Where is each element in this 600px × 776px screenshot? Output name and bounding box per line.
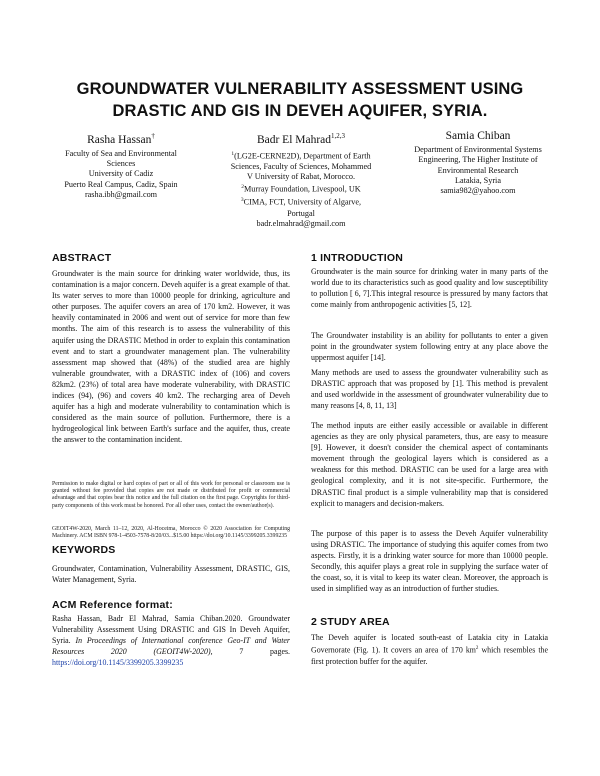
acm-reference-heading: ACM Reference format: xyxy=(52,599,173,611)
title-line-2: DRASTIC AND GIS IN DEVEH AQUIFER, SYRIA. xyxy=(112,102,488,120)
author-affiliation: $^3$CIMA, FCT, University of Algarve, Portugal xyxy=(240,197,362,218)
author-affiliation: Faculty of Sea and Environmental xyxy=(65,148,177,158)
study-area-text: The Deveh aquifer is located south-east of Latakia city in Latakia Governorate (Fig. 1). It covers an area of 170 $km^2$ which resembles the first protection buffer for the aquifer. xyxy=(311,633,548,666)
intro-paragraph-3: Many methods are used to assess the groundwater vulnerability such as DRASTIC approach that was proposed by [1]. This method is prevalent and used worldwide in the assessment of groundwater vulnerability due to many reasons [4, 8, 11, 13] xyxy=(311,368,548,411)
author-email: samia982@yahoo.com xyxy=(440,186,516,196)
author-name: Samia Chiban xyxy=(445,130,511,142)
introduction-heading: 1 INTRODUCTION xyxy=(311,252,404,264)
author-affiliation: Latakia, Syria xyxy=(455,175,501,185)
author-affiliation: Department of Environmental Systems xyxy=(414,145,542,154)
author-block-3 xyxy=(402,128,554,196)
title-line-1: GROUNDWATER VULNERABILITY ASSESSMENT USING xyxy=(76,80,524,98)
abstract-text: Groundwater is the main source for drinking water worldwide, thus, its contamination is a major concern. Deveh aquifer is a great example of that. Its water serves to more than 10000 people for drinking, agriculture and other purposes. The aquifer covers an area of 170 km2. However, it was heavily contaminated in 2006 and went out of service for more than few months. The aim of this research is to assess the vulnerability of this aquifer using the DRASTIC Method in order to explain this contamination event and to start a groundwater management plan. The vulnerability assessment map showed that (48%) of the studied area are highly vulnerable groundwater, with a DRASTIC index of (106) and covers 82km2. (23%) of total area have moderate vulnerability, with DRASTIC indices (94), (96) and covers 40 km2. The recharging area of Deveh aquifer has a high and moderate vulnerability to contamination which is considered as the main source of pollution. Furthermore, there is a hydrogeological link between Earth's surface and the aquifer, thus, create the answer to the contamination incident. xyxy=(52,269,290,445)
author-email: badr.elmahrad@gmail.com xyxy=(256,218,346,228)
author-affiliation: Sciences xyxy=(106,159,136,169)
abstract-heading: ABSTRACT xyxy=(52,252,112,264)
study-area-heading: 2 STUDY AREA xyxy=(311,616,390,628)
doi-link[interactable]: https://doi.org/10.1145/3399205.3399235 xyxy=(52,658,184,668)
author-name: Badr El Mahrad$^{1,2,3}$ xyxy=(256,132,346,146)
intro-paragraph-4: The method inputs are either easily accessible or available in different agencies as they are only physical parameters, thus, are easy to measure [9]. However, it doesn't consider the chemical aspect of contaminants movement through the geological layers which is considered as a weakness for this method. DRASTIC can be used for a large area with geological complexity, and it is not site-specific. Furthermore, the DRASTIC final product is a simple vulnerability map that is considered explicit to managers and decision-makers. xyxy=(311,421,548,508)
keywords-heading: KEYWORDS xyxy=(52,544,116,556)
author-affiliation: Environmental Research xyxy=(437,165,519,175)
author-name: Rasha Hassan† xyxy=(87,132,155,146)
intro-paragraph-5: The purpose of this paper is to assess the Deveh Aquifer vulnerability using DRASTIC. The importance of studying this aquifer comes from two aspects. Firstly, it is a drinking water source for more than 10000 people. Secondly, this aquifer plays a great role in supplying the surface water of the coast, so, it is vital to keep its water clean. Moreover, the approach is used in simplified way as an introduction of further studies. xyxy=(311,529,548,594)
author-email: rasha.ibh@gmail.com xyxy=(84,190,158,200)
permission-notice: Permission to make digital or hard copies of part or all of this work for personal or classroom use is granted without fee provided that copies are not made or distributed for profit or commercial advantage and that copies bear this notice and the full citation on the first page. Copyrights for third-party components of this work must be honored. For all other uses, contact the owner/author(s). xyxy=(52,481,290,509)
paper-title xyxy=(40,78,560,122)
author-affiliation: $^1$(LG2E-CERNE2D), Department of Earth Sciences, Faculty of Sciences, Mohammed V University of Rabat, Morocco. xyxy=(230,150,372,182)
copyright-venue: GEOIT4W-2020, March 11–12, 2020, Al-Hoceima, Morocco © 2020 Association for Computing Machinery. ACM ISBN 978-1-4503-7578-8/20/03...$15.00 https://doi.org/10.1145/3399205.3399235 xyxy=(52,526,290,540)
author-affiliation: Puerto Real Campus, Cadiz, Spain xyxy=(64,179,178,189)
intro-paragraph-1: Groundwater is the main source for drinking water in many parts of the world due to its characteristics such as good quality and low susceptibility to pollution [ 6, 7].This integral resource is pressured by many factors that come mainly from anthropogenic activities [5, 12]. xyxy=(311,267,548,310)
author-affiliation: $^2$Murray Foundation, Livespool, UK xyxy=(241,184,361,195)
author-block-2 xyxy=(228,128,374,229)
author-affiliation: University of Cadiz xyxy=(88,169,154,179)
intro-paragraph-2: The Groundwater instability is an ability for pollutants to enter a given point in the groundwater system following entry at any place above the uppermost aquifer [14]. xyxy=(311,331,548,363)
author-affiliation: Engineering, The Higher Institute of xyxy=(418,155,538,165)
acm-reference-text: Rasha Hassan, Badr El Mahrad, Samia Chiban.2020. Groundwater Vulnerability Assessment Using DRASTIC and GIS In Deveh Aquifer, Syria. In Proceedings of International conference Geo-IT and Water Resources 2020 (GEOIT4W-2020), 7 pages. https://doi.org/10.1145/3399205.3399235 xyxy=(52,614,290,668)
keywords-text: Groundwater, Contamination, Vulnerability Assessment, DRASTIC, GIS, Water Management, Syria. xyxy=(52,564,290,585)
author-block-1 xyxy=(58,128,184,200)
